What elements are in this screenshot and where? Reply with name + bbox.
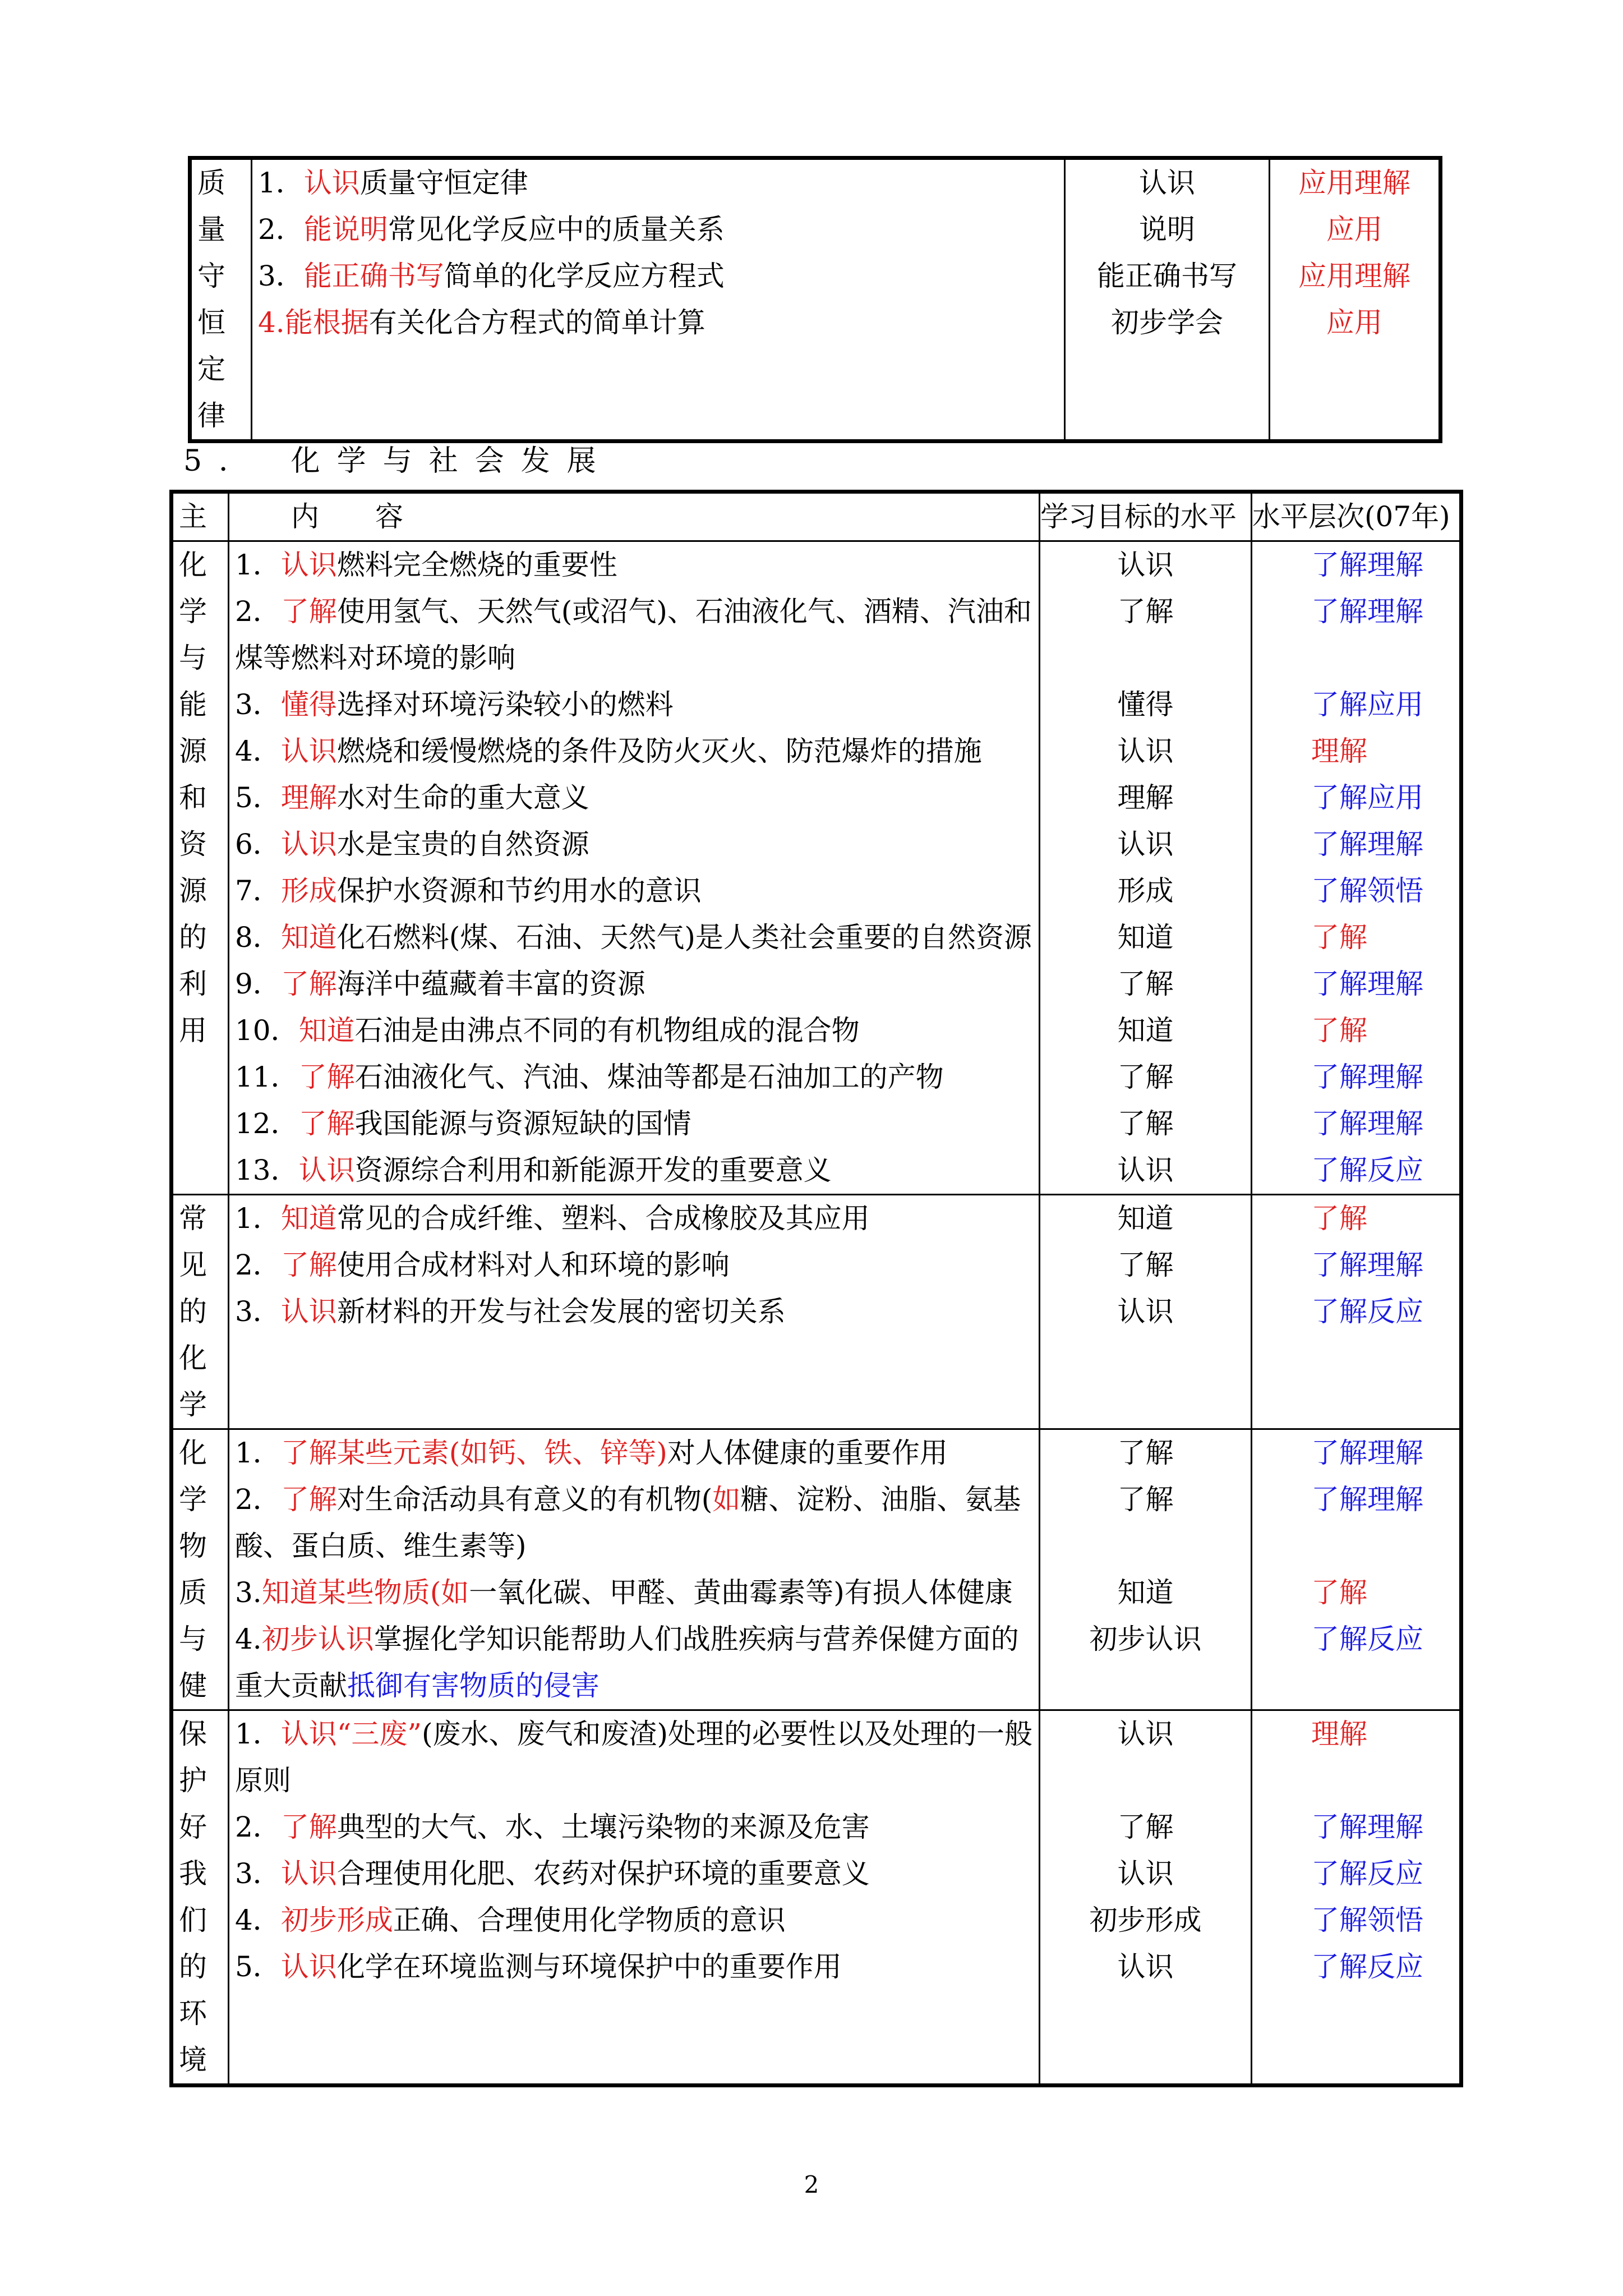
list-item: 4.能根据有关化合方程式的简单计算 — [258, 306, 706, 339]
level07-text: 了解理解 — [1311, 595, 1423, 628]
level07-text: 理解 — [1311, 1718, 1367, 1750]
subject-char: 保 — [179, 1718, 207, 1750]
subject-char: 见 — [179, 1249, 207, 1281]
subject-char: 健 — [179, 1669, 207, 1702]
level-cell: 认识 说明 能正确书写 初步学会 — [1065, 158, 1270, 441]
level07-text: 了解理解 — [1311, 1249, 1423, 1281]
level07-text: 了解理解 — [1311, 1107, 1423, 1140]
subject-char: 和 — [179, 781, 207, 814]
subject-char: 定 — [197, 353, 225, 385]
subject-char: 质 — [179, 1576, 207, 1609]
level07-text: 了解反应 — [1311, 1857, 1423, 1890]
header-level: 学习目标的水平 — [1040, 492, 1252, 541]
subject-char: 们 — [179, 1904, 207, 1936]
group-row — [172, 1195, 1461, 1429]
subject-char: 境 — [179, 2044, 207, 2076]
list-item: 7．形成保护水资源和节约用水的意识 — [235, 875, 702, 907]
list-item: 3.知道某些物质(如一氧化碳、甲醛、黄曲霉素等)有损人体健康 — [235, 1576, 1013, 1609]
subject-char: 我 — [179, 1857, 207, 1890]
subject-cell — [172, 541, 229, 1195]
level-cell — [1040, 541, 1252, 1195]
subject-char: 物 — [179, 1530, 207, 1562]
level-text: 认识 — [1117, 1718, 1174, 1750]
header-subject: 主 — [172, 492, 229, 541]
subject-char: 源 — [179, 875, 207, 907]
subject-char: 学 — [179, 595, 207, 628]
level07-text: 了解理解 — [1311, 828, 1423, 861]
level07-text: 了解领悟 — [1311, 875, 1423, 907]
list-item: 1．认识燃料完全燃烧的重要性 — [235, 549, 617, 581]
level-text: 认识 — [1117, 1950, 1174, 1983]
level-text: 知道 — [1117, 921, 1174, 954]
level-text: 知道 — [1117, 1576, 1174, 1609]
level07-cell — [1252, 1195, 1461, 1429]
subject-char: 化 — [179, 1437, 207, 1469]
level07-text: 了解反应 — [1311, 1950, 1423, 1983]
list-item: 3．认识合理使用化肥、农药对保护环境的重要意义 — [235, 1857, 870, 1890]
list-item: 4．初步形成正确、合理使用化学物质的意识 — [235, 1904, 786, 1936]
subject-char: 的 — [179, 1950, 207, 1983]
subject-cell — [172, 1429, 229, 1710]
subject-char: 用 — [179, 1014, 207, 1047]
level07-cell — [1252, 1429, 1461, 1710]
level-text: 知道 — [1117, 1014, 1174, 1047]
level-text: 了解 — [1117, 1107, 1174, 1140]
list-item: 4．认识燃烧和缓慢燃烧的条件及防火灭火、防范爆炸的措施 — [235, 735, 982, 767]
list-item: 3．认识新材料的开发与社会发展的密切关系 — [235, 1295, 786, 1328]
subject-char: 的 — [179, 921, 207, 954]
level-text: 认识 — [1117, 1154, 1174, 1186]
list-item: 12．了解我国能源与资源短缺的国情 — [235, 1107, 691, 1140]
subject-cell — [190, 158, 252, 441]
header-row — [172, 492, 1461, 541]
list-item: 1．了解某些元素(如钙、铁、锌等)对人体健康的重要作用 — [235, 1437, 948, 1469]
level07-text: 了解理解 — [1311, 1437, 1423, 1469]
chemistry-society-table — [169, 490, 1463, 2087]
level07-text: 了解反应 — [1311, 1623, 1423, 1655]
subject-cell — [172, 1710, 229, 2086]
list-item: 2．了解使用氢气、天然气(或沼气)、石油液化气、酒精、汽油和煤等燃料对环境的影响 — [235, 595, 1032, 674]
list-item: 2．了解使用合成材料对人和环境的影响 — [235, 1249, 730, 1281]
list-item: 6．认识水是宝贵的自然资源 — [235, 828, 589, 861]
level-cell — [1040, 1429, 1252, 1710]
list-item: 9．了解海洋中蕴藏着丰富的资源 — [235, 968, 645, 1000]
level-text: 了解 — [1117, 595, 1174, 628]
level07-text: 了解反应 — [1311, 1154, 1423, 1186]
list-item: 11．了解石油液化气、汽油、煤油等都是石油加工的产物 — [235, 1061, 944, 1093]
level07-text: 了解理解 — [1311, 1811, 1423, 1843]
subject-char: 化 — [179, 549, 207, 581]
group-row — [172, 1710, 1461, 2086]
level07-text: 理解 — [1311, 735, 1367, 767]
subject-char: 能 — [179, 688, 207, 721]
level07-cell — [1252, 541, 1461, 1195]
subject-char: 常 — [179, 1202, 207, 1235]
subject-char: 与 — [179, 1623, 207, 1655]
level-text: 了解 — [1117, 1061, 1174, 1093]
level-text: 懂得 — [1117, 688, 1174, 721]
subject-char: 利 — [179, 968, 207, 1000]
level-text: 认识 — [1117, 1295, 1174, 1328]
subject-cell — [172, 1195, 229, 1429]
level-cell — [1040, 1710, 1252, 2086]
level-text: 理解 — [1117, 781, 1174, 814]
group-row — [172, 541, 1461, 1195]
subject-char: 学 — [179, 1388, 207, 1421]
level-text: 初步认识 — [1089, 1623, 1202, 1655]
list-item: 2．能说明常见化学反应中的质量关系 — [258, 213, 725, 246]
list-item: 10．知道石油是由沸点不同的有机物组成的混合物 — [235, 1014, 860, 1047]
subject-char: 质 — [197, 167, 225, 199]
level-text: 了解 — [1117, 1437, 1174, 1469]
list-item: 3．能正确书写简单的化学反应方程式 — [258, 260, 725, 292]
subject-char: 化 — [179, 1342, 207, 1374]
subject-char: 资 — [179, 828, 207, 861]
subject-char: 守 — [197, 260, 225, 292]
subject-char: 好 — [179, 1811, 207, 1843]
subject-char: 护 — [179, 1764, 207, 1797]
subject-char: 环 — [179, 1997, 207, 2030]
level-text: 了解 — [1117, 1249, 1174, 1281]
list-item: 2．了解对生命活动具有意义的有机物(如糖、淀粉、油脂、氨基酸、蛋白质、维生素等) — [235, 1483, 1021, 1562]
content-cell — [229, 1710, 1040, 2086]
level-text: 了解 — [1117, 1483, 1174, 1516]
level07-cell: 应用理解 应用 应用理解 应用 — [1270, 158, 1441, 441]
level07-text: 了解 — [1311, 921, 1367, 954]
list-item: 5．理解水对生命的重大意义 — [235, 781, 589, 814]
level07-text: 了解 — [1311, 1202, 1367, 1235]
subject-char: 与 — [179, 642, 207, 674]
list-item: 1．知道常见的合成纤维、塑料、合成橡胶及其应用 — [235, 1202, 870, 1235]
mass-conservation-table — [188, 156, 1442, 443]
level-text: 形成 — [1117, 875, 1174, 907]
section-title: 5． 化学与社会发展 — [183, 444, 613, 478]
level-text: 知道 — [1117, 1202, 1174, 1235]
level07-cell — [1252, 1710, 1461, 2086]
level07-text: 了解理解 — [1311, 1061, 1423, 1093]
list-item: 3．懂得选择对环境污染较小的燃料 — [235, 688, 674, 721]
level07-text: 了解领悟 — [1311, 1904, 1423, 1936]
subject-char: 源 — [179, 735, 207, 767]
level07-text: 了解应用 — [1311, 688, 1423, 721]
level07-text: 了解 — [1311, 1576, 1367, 1609]
level-text: 了解 — [1117, 968, 1174, 1000]
level-text: 认识 — [1117, 1857, 1174, 1890]
list-item: 1．认识“三废”(废水、废气和废渣)处理的必要性以及处理的一般原则 — [235, 1718, 1032, 1797]
content-cell — [229, 541, 1040, 1195]
level07-text: 了解理解 — [1311, 968, 1423, 1000]
list-item: 8．知道化石燃料(煤、石油、天然气)是人类社会重要的自然资源 — [235, 921, 1032, 954]
content-cell — [229, 1195, 1040, 1429]
header-content: 内 容 — [229, 492, 1040, 541]
level07-text: 了解反应 — [1311, 1295, 1423, 1328]
list-item: 1．认识质量守恒定律 — [258, 167, 528, 199]
level07-text: 了解理解 — [1311, 549, 1423, 581]
list-item: 13．认识资源综合利用和新能源开发的重要意义 — [235, 1154, 832, 1186]
subject-char: 量 — [197, 213, 225, 246]
list-item: 4.初步认识掌握化学知识能帮助人们战胜疾病与营养保健方面的重大贡献抵御有害物质的侵害 — [235, 1623, 1019, 1702]
level07-text: 了解应用 — [1311, 781, 1423, 814]
subject-char: 恒 — [197, 306, 225, 339]
level07-text: 了解理解 — [1311, 1483, 1423, 1516]
level-text: 认识 — [1117, 735, 1174, 767]
header-level07: 水平层次(07年) — [1252, 492, 1461, 541]
content-cell — [229, 1429, 1040, 1710]
level-text: 认识 — [1117, 828, 1174, 861]
level-text: 初步形成 — [1089, 1904, 1202, 1936]
subject-char: 律 — [197, 399, 225, 432]
subject-char: 学 — [179, 1483, 207, 1516]
level-text: 了解 — [1117, 1811, 1174, 1843]
list-item: 5．认识化学在环境监测与环境保护中的重要作用 — [235, 1950, 842, 1983]
level-cell — [1040, 1195, 1252, 1429]
group-row — [172, 1429, 1461, 1710]
content-cell — [252, 158, 1065, 441]
level07-text: 了解 — [1311, 1014, 1367, 1047]
level-text: 认识 — [1117, 549, 1174, 581]
page-number: 2 — [804, 2171, 819, 2198]
subject-char: 的 — [179, 1295, 207, 1328]
list-item: 2．了解典型的大气、水、土壤污染物的来源及危害 — [235, 1811, 870, 1843]
